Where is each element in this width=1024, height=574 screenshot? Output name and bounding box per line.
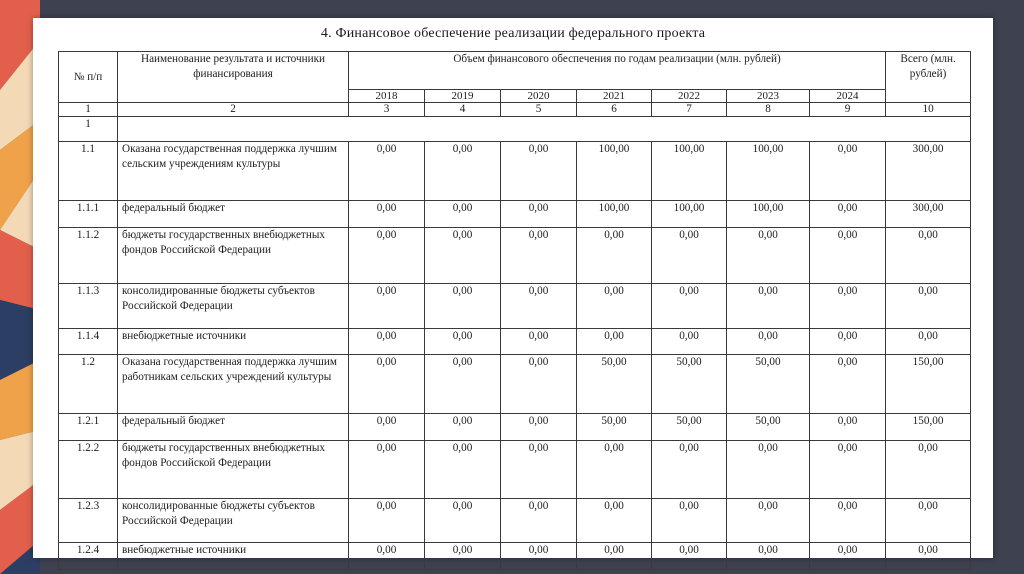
page-title: 4. Финансовое обеспечение реализации федерального проекта <box>320 26 706 41</box>
row-value: 0,00 <box>349 499 425 543</box>
section-number: 1 <box>59 117 118 142</box>
row-value: 0,00 <box>501 414 577 441</box>
row-name: бюджеты государственных внебюджетных фондов Российской Федерации <box>118 441 349 499</box>
table-row <box>59 142 971 201</box>
row-value: 50,00 <box>652 414 727 441</box>
row-value: 0,00 <box>577 543 652 570</box>
row-value: 0,00 <box>349 355 425 414</box>
row-value: 0,00 <box>727 228 810 284</box>
row-value: 0,00 <box>652 441 727 499</box>
row-number: 1.2.2 <box>59 441 118 499</box>
row-value: 0,00 <box>810 228 886 284</box>
row-total: 300,00 <box>886 201 971 228</box>
row-value: 0,00 <box>425 142 501 201</box>
row-value: 0,00 <box>652 284 727 329</box>
row-value: 0,00 <box>577 441 652 499</box>
header-num: № п/п <box>59 52 118 103</box>
row-name: федеральный бюджет <box>118 201 349 228</box>
header-column-index: 2 <box>118 103 349 117</box>
row-value: 0,00 <box>349 329 425 355</box>
row-value: 50,00 <box>727 414 810 441</box>
header-column-index: 3 <box>349 103 425 117</box>
row-value: 0,00 <box>810 201 886 228</box>
row-total: 0,00 <box>886 284 971 329</box>
header-year: 2021 <box>577 90 652 103</box>
row-number: 1.2.1 <box>59 414 118 441</box>
header-column-index: 6 <box>577 103 652 117</box>
table-row <box>59 414 971 441</box>
row-value: 50,00 <box>652 355 727 414</box>
row-value: 100,00 <box>577 201 652 228</box>
header-year: 2023 <box>727 90 810 103</box>
header-year: 2018 <box>349 90 425 103</box>
header-column-index: 9 <box>810 103 886 117</box>
row-number: 1.2.4 <box>59 543 118 570</box>
row-number: 1.2.3 <box>59 499 118 543</box>
row-value: 0,00 <box>727 284 810 329</box>
row-total: 0,00 <box>886 228 971 284</box>
financing-table <box>58 51 971 570</box>
row-total: 0,00 <box>886 441 971 499</box>
row-value: 100,00 <box>652 201 727 228</box>
row-value: 0,00 <box>349 543 425 570</box>
row-value: 0,00 <box>577 329 652 355</box>
header-year: 2022 <box>652 90 727 103</box>
header-year: 2020 <box>501 90 577 103</box>
table-row <box>59 284 971 329</box>
row-value: 0,00 <box>501 441 577 499</box>
header-column-index: 1 <box>59 103 118 117</box>
row-total: 0,00 <box>886 543 971 570</box>
row-name: бюджеты государственных внебюджетных фондов Российской Федерации <box>118 228 349 284</box>
row-value: 0,00 <box>425 543 501 570</box>
row-name: федеральный бюджет <box>118 414 349 441</box>
header-volume: Объем финансового обеспечения по годам реализации (млн. рублей) <box>349 52 886 90</box>
row-name: внебюджетные источники <box>118 543 349 570</box>
row-number: 1.1.1 <box>59 201 118 228</box>
row-name: Оказана государственная поддержка лучшим сельским учреждениям культуры <box>118 142 349 201</box>
row-value: 0,00 <box>810 284 886 329</box>
row-value: 0,00 <box>577 499 652 543</box>
header-column-index: 7 <box>652 103 727 117</box>
row-value: 0,00 <box>425 228 501 284</box>
row-value: 0,00 <box>349 441 425 499</box>
header-year: 2024 <box>810 90 886 103</box>
row-value: 0,00 <box>425 355 501 414</box>
row-value: 50,00 <box>577 414 652 441</box>
row-value: 0,00 <box>501 201 577 228</box>
row-total: 300,00 <box>886 142 971 201</box>
header-total: Всего (млн. рублей) <box>886 52 971 103</box>
row-value: 0,00 <box>727 543 810 570</box>
row-value: 0,00 <box>425 499 501 543</box>
header-column-index: 8 <box>727 103 810 117</box>
row-value: 0,00 <box>727 329 810 355</box>
row-value: 0,00 <box>810 543 886 570</box>
row-value: 0,00 <box>727 441 810 499</box>
row-name: Оказана государственная поддержка лучшим работникам сельских учреждений культуры <box>118 355 349 414</box>
row-value: 0,00 <box>810 441 886 499</box>
row-value: 0,00 <box>425 201 501 228</box>
row-total: 150,00 <box>886 414 971 441</box>
header-name: Наименование результата и источники финансирования <box>118 52 349 103</box>
row-value: 0,00 <box>501 142 577 201</box>
section-empty-cell <box>118 117 971 142</box>
row-total: 0,00 <box>886 329 971 355</box>
table-row <box>59 329 971 355</box>
row-value: 0,00 <box>652 228 727 284</box>
row-value: 0,00 <box>810 499 886 543</box>
row-value: 0,00 <box>652 543 727 570</box>
row-value: 0,00 <box>349 414 425 441</box>
row-value: 50,00 <box>577 355 652 414</box>
row-value: 0,00 <box>501 329 577 355</box>
row-name: внебюджетные источники <box>118 329 349 355</box>
header-column-index: 4 <box>425 103 501 117</box>
row-number: 1.1.2 <box>59 228 118 284</box>
row-number: 1.1.4 <box>59 329 118 355</box>
row-value: 0,00 <box>425 284 501 329</box>
row-value: 0,00 <box>501 228 577 284</box>
row-value: 0,00 <box>349 142 425 201</box>
row-value: 0,00 <box>810 329 886 355</box>
row-value: 0,00 <box>501 543 577 570</box>
row-value: 0,00 <box>501 355 577 414</box>
row-value: 0,00 <box>425 414 501 441</box>
row-value: 0,00 <box>349 201 425 228</box>
row-value: 0,00 <box>577 228 652 284</box>
row-value: 100,00 <box>577 142 652 201</box>
row-number: 1.2 <box>59 355 118 414</box>
table-row <box>59 441 971 499</box>
row-value: 0,00 <box>349 284 425 329</box>
row-value: 0,00 <box>652 499 727 543</box>
row-value: 0,00 <box>810 142 886 201</box>
row-value: 100,00 <box>727 142 810 201</box>
header-column-index: 10 <box>886 103 971 117</box>
row-value: 0,00 <box>727 499 810 543</box>
row-value: 0,00 <box>425 441 501 499</box>
table-row <box>59 201 971 228</box>
table-row <box>59 355 971 414</box>
row-value: 0,00 <box>577 284 652 329</box>
row-value: 0,00 <box>652 329 727 355</box>
row-name: консолидированные бюджеты субъектов Российской Федерации <box>118 499 349 543</box>
table-row <box>59 228 971 284</box>
row-name: консолидированные бюджеты субъектов Российской Федерации <box>118 284 349 329</box>
row-total: 0,00 <box>886 499 971 543</box>
row-number: 1.1.3 <box>59 284 118 329</box>
row-value: 0,00 <box>810 355 886 414</box>
table-row <box>59 499 971 543</box>
row-total: 150,00 <box>886 355 971 414</box>
row-value: 50,00 <box>727 355 810 414</box>
row-value: 0,00 <box>349 228 425 284</box>
slide-page <box>33 18 993 558</box>
row-value: 0,00 <box>501 284 577 329</box>
row-number: 1.1 <box>59 142 118 201</box>
header-column-index: 5 <box>501 103 577 117</box>
table-row <box>59 543 971 570</box>
header-year: 2019 <box>425 90 501 103</box>
row-value: 0,00 <box>810 414 886 441</box>
row-value: 100,00 <box>727 201 810 228</box>
row-value: 0,00 <box>501 499 577 543</box>
row-value: 0,00 <box>425 329 501 355</box>
row-value: 100,00 <box>652 142 727 201</box>
